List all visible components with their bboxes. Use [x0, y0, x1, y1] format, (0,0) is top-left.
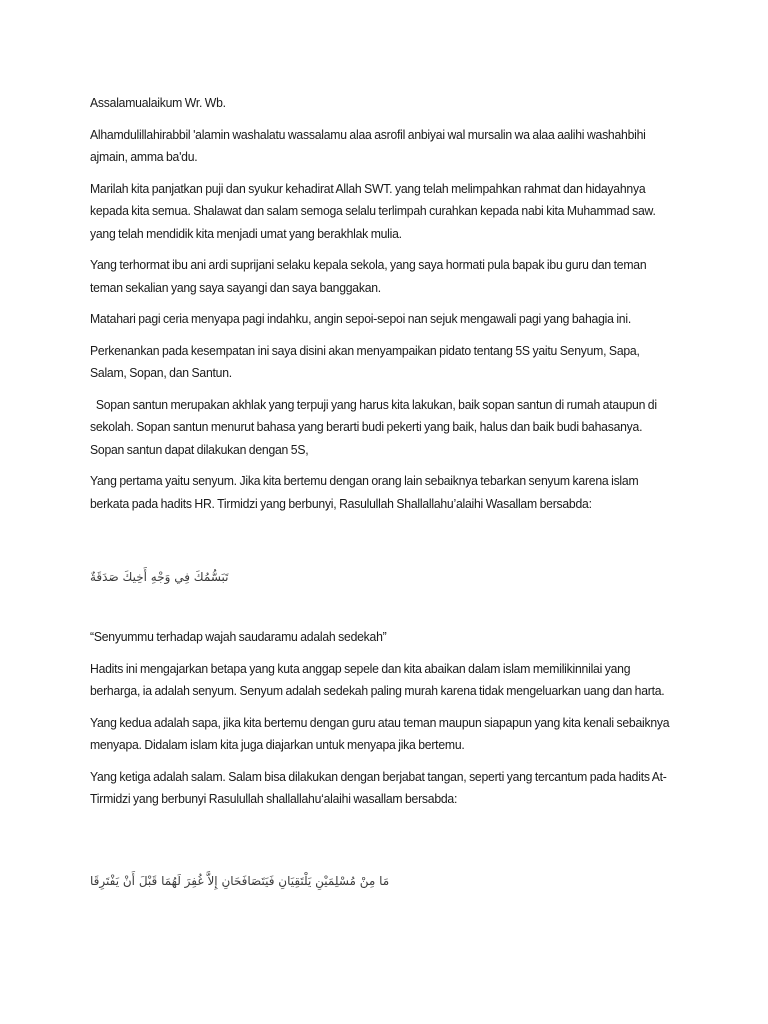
topic-paragraph: Perkenankan pada kesempatan ini saya disini akan menyampaikan pidato tentang 5S yaitu Senyum, Sapa, Salam, Sopan, dan Santun.	[90, 343, 640, 380]
salam-paragraph: Yang ketiga adalah salam. Salam bisa dilakukan dengan berjabat tangan, seperti yang tercantum pada hadits At-Tirmidzi yang berbunyi Rasulullah shallallahu‘alaihi wasallam bersabda:	[90, 769, 667, 806]
greeting-paragraph: Assalamualaikum Wr. Wb.	[90, 96, 226, 110]
arabic-hadith-salam: مَا مِنْ مُسْلِمَيْنِ يَلْتَقِيَانِ فَيَتَصَافَحَانِ إِلاَّ غُفِرَ لَهُمَا قَبْلَ أَنْ يَفْتَرِقَا	[90, 874, 390, 888]
document-body-bottom	[90, 626, 690, 820]
hadith-translation-quote: “Senyummu terhadap wajah saudaramu adalah sedekah”	[90, 630, 387, 644]
sopan-santun-paragraph: Sopan santun merupakan akhlak yang terpuji yang harus kita lakukan, baik sopan santun di rumah ataupun di sekolah. Sopan santun menurut bahasa yang berarti budi pekerti yang baik, halus dan baik budi bahasanya. Sopan santun dapat dilakukan dengan 5S,	[90, 397, 657, 457]
senyum-paragraph: Yang pertama yaitu senyum. Jika kita bertemu dengan orang lain sebaiknya tebarkan senyum karena islam berkata pada hadits HR. Tirmidzi yang berbunyi, Rasulullah Shallallahu’alaihi Wasallam bersabda:	[90, 474, 639, 511]
morning-paragraph: Matahari pagi ceria menyapa pagi indahku, angin sepoi-sepoi nan sejuk mengawali pagi yang bahagia ini.	[90, 312, 631, 326]
hadith-explanation-paragraph: Hadits ini mengajarkan betapa yang kuta anggap sepele dan kita abaikan dalam islam memilikinnilai yang berharga, ia adalah senyum. Senyum adalah sedekah paling murah karena tidak mengeluarkan uang dan harta.	[90, 661, 665, 698]
document-body-top	[90, 92, 690, 524]
gratitude-paragraph: Marilah kita panjatkan puji dan syukur kehadirat Allah SWT. yang telah melimpahkan rahmat dan hidayahnya kepada kita semua. Shalawat dan salam semoga selalu terlimpah curahkan kepada nabi kita Muhammad saw. yang telah mendidik kita menjadi umat yang berakhlak mulia.	[90, 181, 656, 241]
arabic-hadith-senyum: تَبَسُّمُكَ فِي وَجْهِ أَخِيكَ صَدَقَةٌ	[90, 570, 229, 584]
respect-paragraph: Yang terhormat ibu ani ardi suprijani selaku kepala sekola, yang saya hormati pula bapak ibu guru dan teman teman sekalian yang saya sayangi dan saya banggakan.	[90, 258, 647, 295]
opening-praise-paragraph: Alhamdulillahirabbil 'alamin washalatu wassalamu alaa asrofil anbiyai wal mursalin wa alaa aalihi washahbihi ajmain, amma ba'du.	[90, 127, 646, 164]
sapa-paragraph: Yang kedua adalah sapa, jika kita bertemu dengan guru atau teman maupun siapapun yang kita kenali sebaiknya menyapa. Didalam islam kita juga diajarkan untuk menyapa jika bertemu.	[90, 715, 670, 752]
